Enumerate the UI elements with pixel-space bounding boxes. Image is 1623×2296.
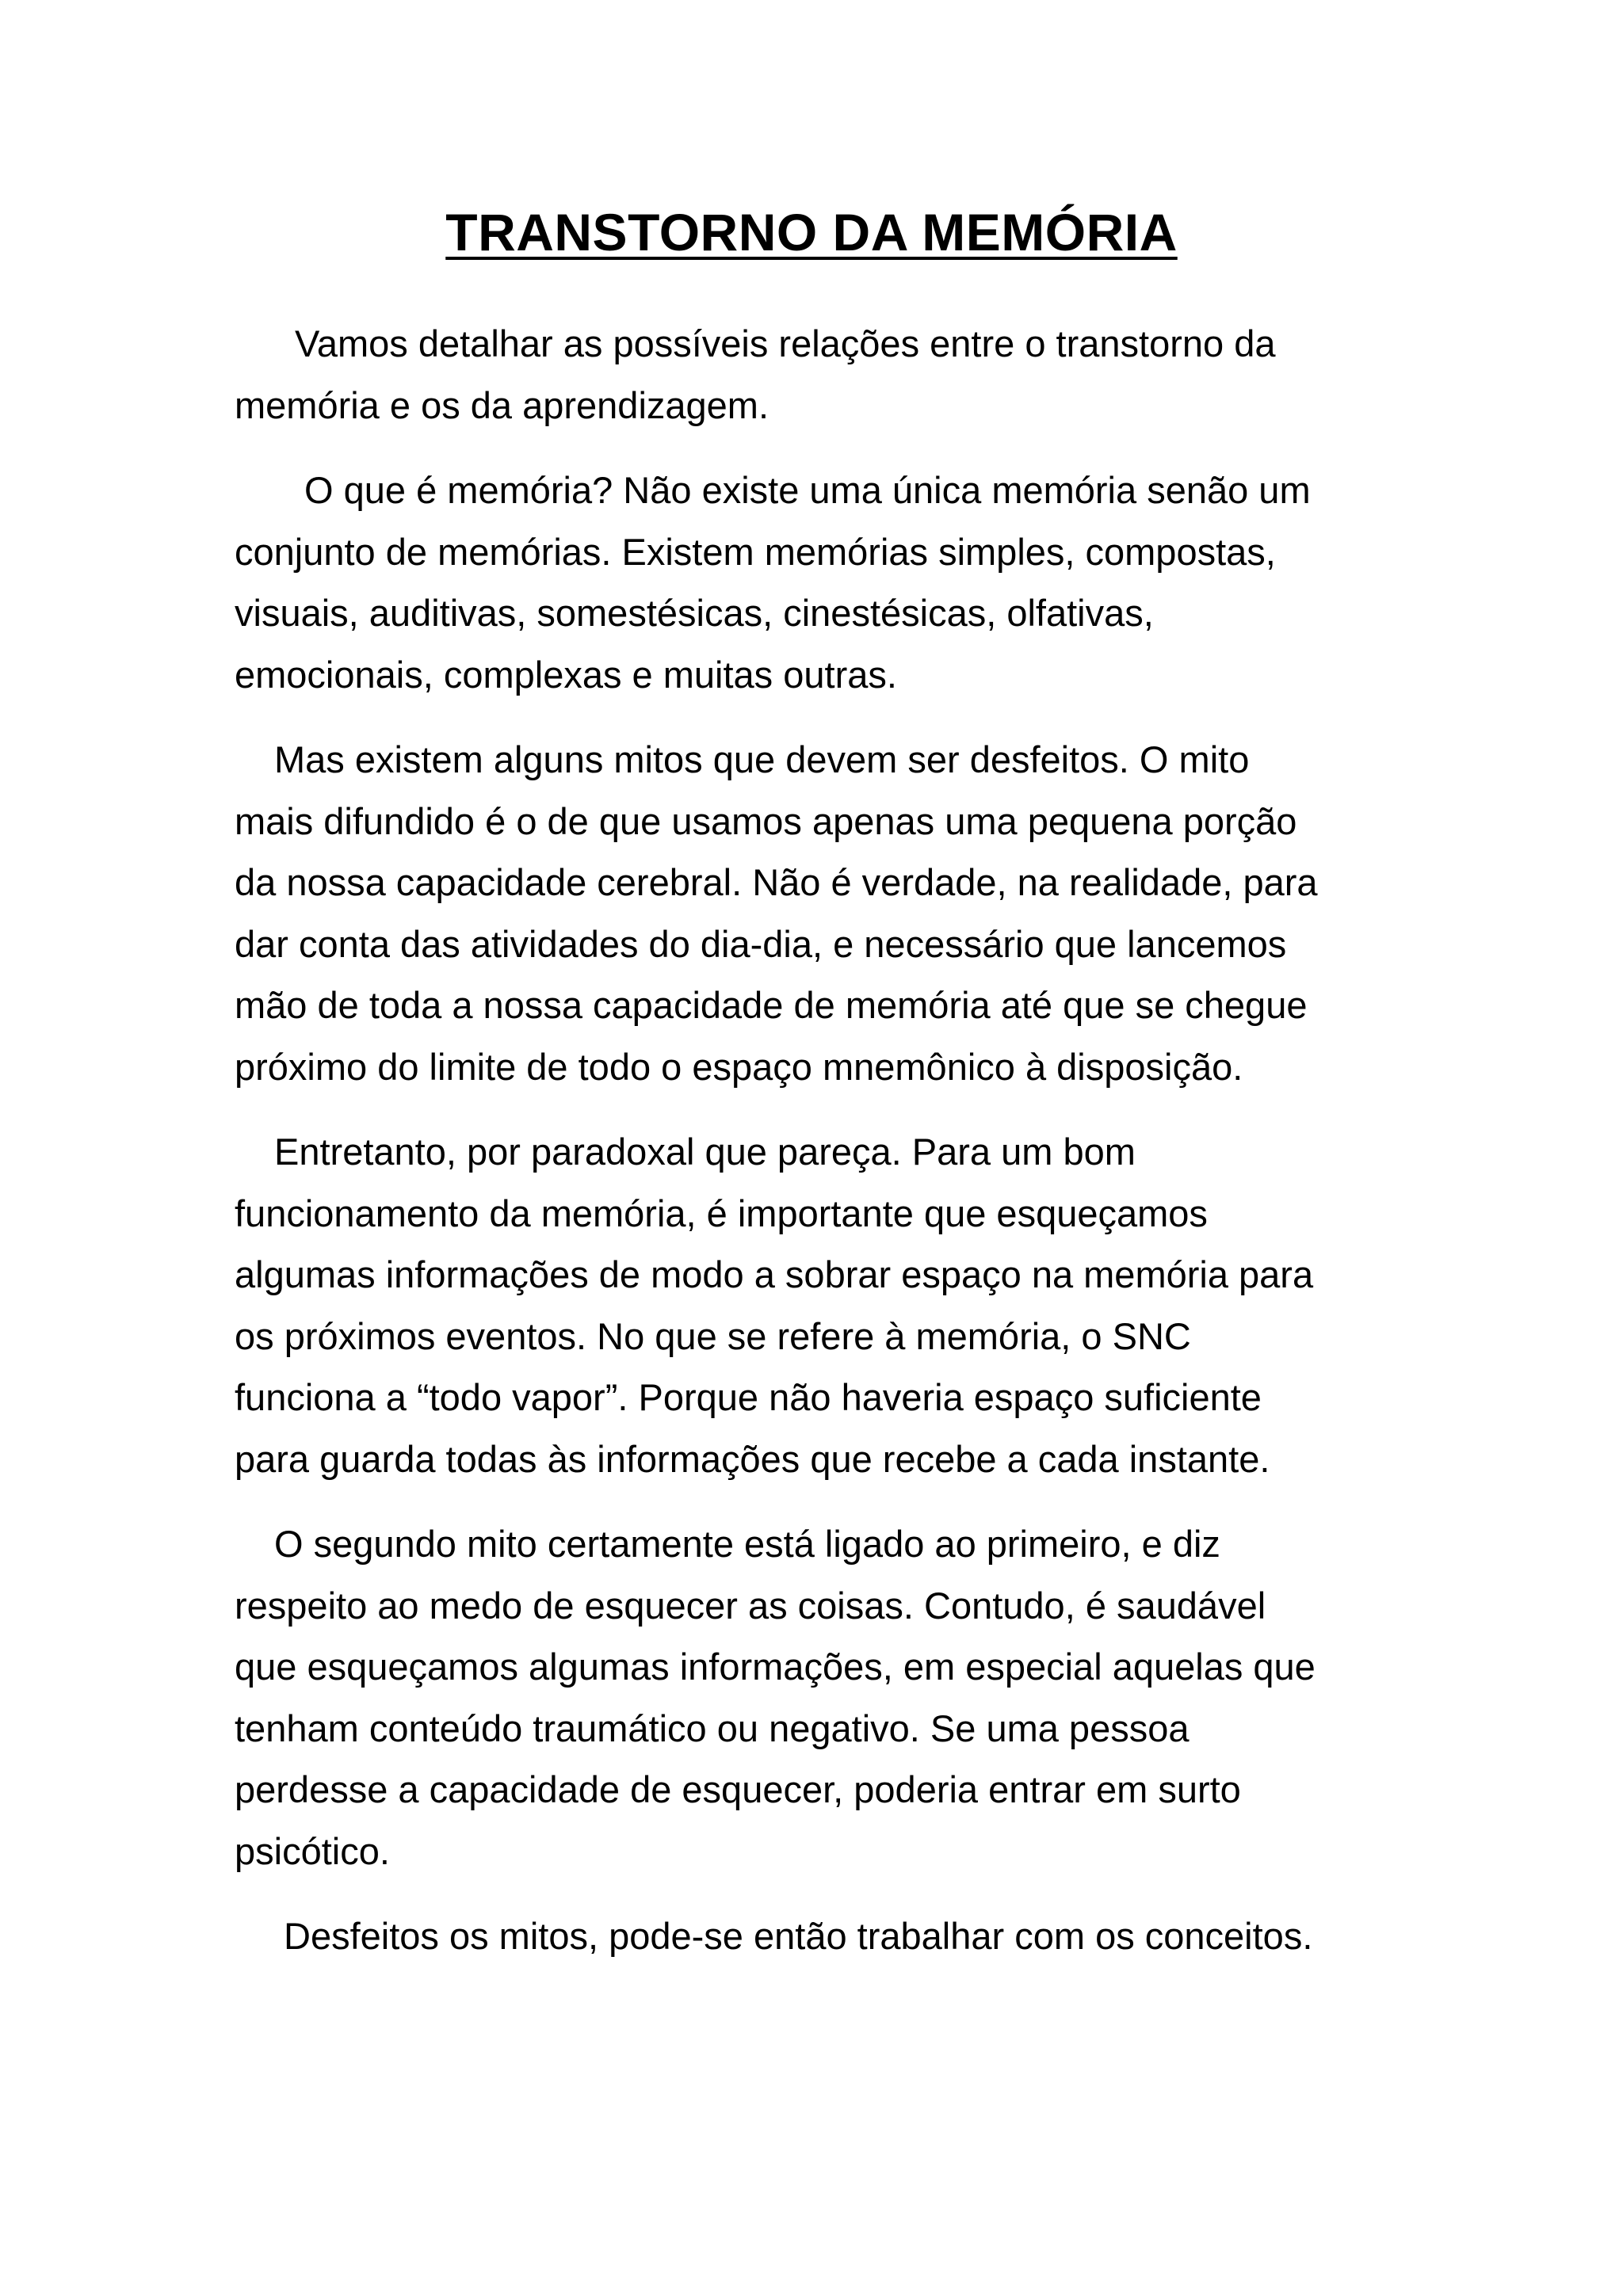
paragraph-second-myth [235, 1513, 1423, 1882]
text-line: perdesse a capacidade de esquecer, poderia entrar em surto [235, 1768, 1241, 1810]
paragraph-intro [235, 313, 1423, 436]
text-line: Mas existem alguns mitos que devem ser desfeitos. O mito [274, 738, 1250, 780]
text-line: mão de toda a nossa capacidade de memória até que se chegue [235, 984, 1308, 1026]
text-line: Desfeitos os mitos, pode-se então trabalhar com os conceitos. [284, 1915, 1313, 1957]
text-line: Vamos detalhar as possíveis relações entre o transtorno da [295, 322, 1276, 364]
text-line: O que é memória? Não existe uma única memória senão um [304, 469, 1311, 511]
paragraph-what-is-memory [235, 460, 1423, 705]
text-line: para guarda todas às informações que recebe a cada instante. [235, 1437, 1270, 1480]
text-line: visuais, auditivas, somestésicas, cinestésicas, olfativas, [235, 592, 1154, 634]
text-line: Entretanto, por paradoxal que pareça. Para um bom [274, 1131, 1136, 1173]
document-body [235, 313, 1423, 1991]
text-line: que esqueçamos algumas informações, em especial aquelas que [235, 1646, 1316, 1688]
text-line: funcionamento da memória, é importante que esqueçamos [235, 1192, 1208, 1234]
text-line: O segundo mito certamente está ligado ao primeiro, e diz [274, 1523, 1220, 1565]
text-line: emocionais, complexas e muitas outras. [235, 653, 897, 696]
paragraph-conclusion [235, 1905, 1423, 1967]
text-line: dar conta das atividades do dia-dia, e necessário que lancemos [235, 922, 1287, 965]
text-line: tenham conteúdo traumático ou negativo. Se uma pessoa [235, 1707, 1190, 1749]
paragraph-forgetting [235, 1121, 1423, 1489]
text-line: memória e os da aprendizagem. [235, 383, 769, 426]
text-line: mais difundido é o de que usamos apenas uma pequena porção [235, 799, 1297, 842]
text-line: respeito ao medo de esquecer as coisas. Contudo, é saudável [235, 1584, 1266, 1627]
text-line: funciona a “todo vapor”. Porque não haveria espaço suficiente [235, 1376, 1262, 1418]
page-title: TRANSTORNO DA MEMÓRIA [445, 203, 1178, 261]
text-line: os próximos eventos. No que se refere à memória, o SNC [235, 1314, 1191, 1357]
text-line: algumas informações de modo a sobrar espaço na memória para [235, 1253, 1314, 1295]
text-line: psicótico. [235, 1829, 390, 1872]
text-line: da nossa capacidade cerebral. Não é verdade, na realidade, para [235, 861, 1318, 903]
text-line: próximo do limite de todo o espaço mnemônico à disposição. [235, 1045, 1243, 1088]
text-line: conjunto de memórias. Existem memórias simples, compostas, [235, 530, 1276, 573]
paragraph-first-myth [235, 729, 1423, 1097]
